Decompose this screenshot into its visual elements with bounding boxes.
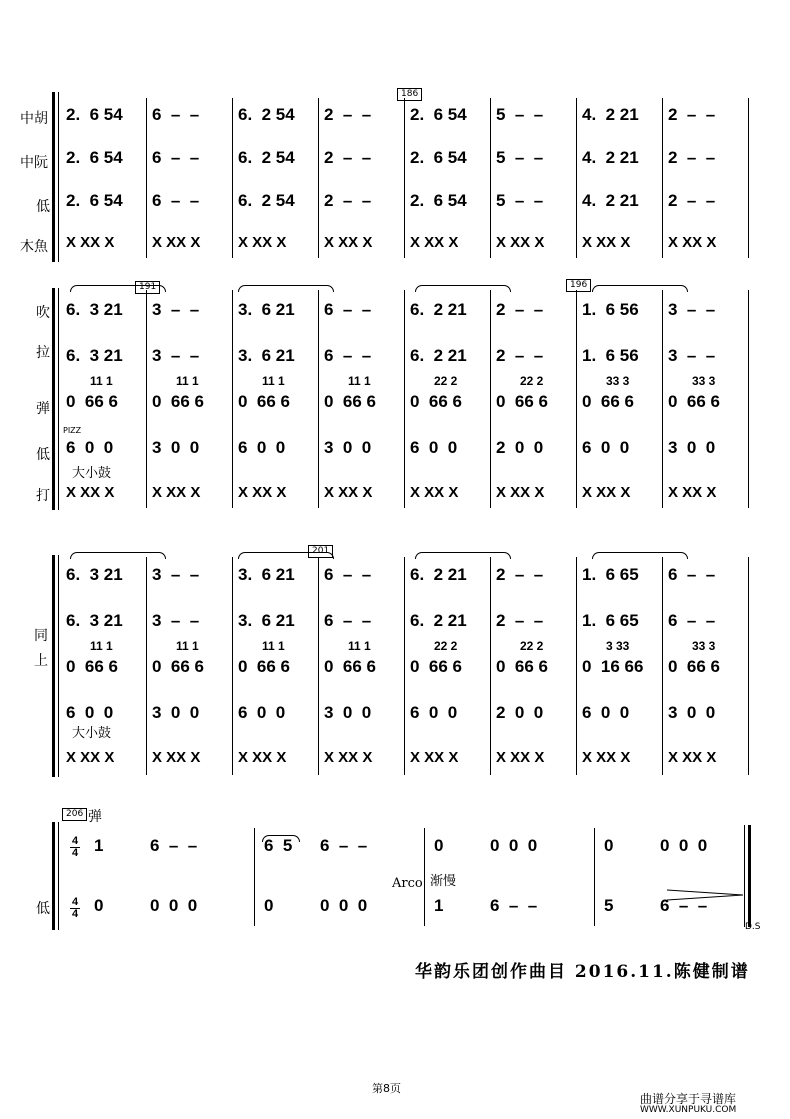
notation-cell: X XX X [152, 234, 201, 251]
barline [748, 290, 749, 508]
part-label-la: 拉 [36, 345, 50, 361]
notation-cell: 6 – – [324, 300, 372, 319]
barline [318, 98, 319, 258]
notation-cell: 3 – – [668, 346, 716, 365]
chord-upper-notes: 11 1 [348, 639, 371, 653]
notation-cell: 5 – – [496, 148, 544, 167]
barline [490, 98, 491, 258]
notation-cell: 6 – – [660, 896, 708, 915]
notation-cell: 6 0 0 [66, 438, 114, 457]
notation-cell: 0 0 0 [660, 836, 708, 855]
notation-cell: 2 – – [324, 105, 372, 124]
notation-cell: 3. 6 21 [238, 300, 295, 319]
watermark-cn: 曲谱分享于寻谱库 [640, 1092, 737, 1106]
notation-cell: X XX X [66, 234, 115, 251]
notation-cell: 0 [264, 896, 274, 915]
final-barline [748, 825, 751, 927]
part-label-shang: 上 [34, 653, 48, 669]
barline [146, 557, 147, 775]
system-bracket [52, 92, 55, 262]
part-label-tan: 弹 [36, 401, 50, 417]
notation-cell: X XX X [582, 234, 631, 251]
notation-cell: 3 – – [668, 300, 716, 319]
notation-cell: X XX X [410, 234, 459, 251]
notation-cell: X XX X [496, 749, 545, 766]
notation-cell: 2 – – [668, 105, 716, 124]
notation-cell: 1 [94, 836, 104, 855]
notation-cell: 0 [434, 836, 444, 855]
notation-cell: 5 – – [496, 105, 544, 124]
notation-cell: 4. 2 21 [582, 105, 639, 124]
barline [232, 98, 233, 258]
notation-cell: 0 66 6 [66, 392, 118, 411]
notation-cell: 6. 2 21 [410, 346, 467, 365]
ds-mark: D.S [745, 922, 761, 932]
notation-cell: 6 – – [152, 105, 200, 124]
chord-upper-notes: 11 1 [90, 374, 113, 388]
drum-label: 大小鼓 [72, 726, 112, 741]
notation-cell: 3 0 0 [152, 703, 200, 722]
notation-cell: 2. 6 54 [66, 148, 123, 167]
final-barline [744, 825, 745, 927]
notation-cell: 3 0 0 [152, 438, 200, 457]
barline [232, 557, 233, 775]
chord-upper-notes: 11 1 [176, 374, 199, 388]
notation-cell: 6 – – [324, 565, 372, 584]
system-line [58, 555, 59, 777]
notation-cell: 6 0 0 [238, 703, 286, 722]
notation-cell: X XX X [324, 749, 373, 766]
barline [232, 290, 233, 508]
chord-upper-notes: 22 2 [434, 374, 458, 388]
notation-cell: 3 0 0 [324, 703, 372, 722]
part-label-tan: 弹 [88, 809, 102, 825]
notation-cell: X XX X [324, 484, 373, 501]
drum-label: 大小鼓 [72, 466, 112, 481]
notation-cell: 4. 2 21 [582, 191, 639, 210]
barline [662, 557, 663, 775]
notation-cell: 3. 6 21 [238, 565, 295, 584]
phrase-slur [70, 285, 166, 292]
notation-cell: 6. 2 54 [238, 105, 295, 124]
notation-cell: 2 – – [324, 148, 372, 167]
notation-cell: 5 – – [496, 191, 544, 210]
phrase-slur [415, 285, 511, 292]
notation-cell: 1. 6 56 [582, 300, 639, 319]
notation-cell: X XX X [152, 484, 201, 501]
barline [576, 290, 577, 508]
notation-cell: 3 0 0 [668, 703, 716, 722]
phrase-slur [70, 552, 166, 559]
notation-cell: 6 0 0 [238, 438, 286, 457]
barline [404, 290, 405, 508]
notation-cell: X XX X [410, 484, 459, 501]
chord-upper-notes: 11 1 [262, 374, 285, 388]
chord-upper-notes: 11 1 [90, 639, 113, 653]
part-label-chui: 吹 [36, 305, 50, 321]
notation-cell: 0 66 6 [410, 392, 462, 411]
notation-cell: 0 0 0 [150, 896, 198, 915]
notation-cell: 2 – – [324, 191, 372, 210]
measure-number: 201 [308, 545, 333, 558]
notation-cell: 0 66 6 [152, 392, 204, 411]
notation-cell: 6. 2 54 [238, 148, 295, 167]
barline [490, 290, 491, 508]
phrase-slur [415, 552, 511, 559]
notation-cell: 0 66 6 [66, 657, 118, 676]
notation-cell: 2 0 0 [496, 703, 544, 722]
notation-cell: 0 66 6 [496, 657, 548, 676]
notation-cell: X XX X [668, 749, 717, 766]
notation-cell: 6. 2 21 [410, 611, 467, 630]
chord-upper-notes: 11 1 [348, 374, 371, 388]
notation-cell: 2 – – [496, 346, 544, 365]
phrase-slur [238, 552, 334, 559]
credit-line: 华韵乐团创作曲目 2016.11.陈健制谱 [415, 962, 750, 982]
notation-cell: 1. 6 56 [582, 346, 639, 365]
barline [662, 290, 663, 508]
notation-cell: 0 66 6 [496, 392, 548, 411]
notation-cell: X XX X [66, 749, 115, 766]
page-number: 第8页 [372, 1082, 401, 1095]
notation-cell: 6. 3 21 [66, 565, 123, 584]
notation-cell: 3 – – [152, 346, 200, 365]
notation-cell: 0 66 6 [410, 657, 462, 676]
time-signature [70, 836, 80, 859]
notation-cell: X XX X [66, 484, 115, 501]
barline [576, 98, 577, 258]
barline [254, 828, 255, 926]
notation-cell: 2. 6 54 [66, 105, 123, 124]
barline [576, 557, 577, 775]
barline [594, 828, 595, 926]
notation-cell: X XX X [582, 749, 631, 766]
notation-cell: 6 – – [152, 148, 200, 167]
system-bracket [52, 822, 55, 930]
notation-cell: 6 5 [264, 836, 293, 855]
part-label-muyu: 木魚 [20, 239, 48, 255]
notation-cell: X XX X [410, 749, 459, 766]
notation-cell: 2. 6 54 [410, 148, 467, 167]
notation-cell: 3 – – [152, 611, 200, 630]
part-label-tong: 同 [34, 628, 48, 644]
notation-cell: 3 – – [152, 565, 200, 584]
barline [490, 557, 491, 775]
notation-cell: 1 [434, 896, 444, 915]
barline [748, 557, 749, 775]
notation-cell: 6. 3 21 [66, 346, 123, 365]
notation-cell: 0 0 0 [490, 836, 538, 855]
notation-cell: 6 – – [324, 611, 372, 630]
part-label-da: 打 [36, 488, 50, 504]
watermark-url: WWW.XUNPUKU.COM [640, 1105, 737, 1115]
ts-top: 4 [71, 835, 79, 847]
part-label-di: 低 [36, 447, 50, 463]
system-line [58, 288, 59, 510]
notation-cell: 0 66 6 [582, 392, 634, 411]
notation-cell: X XX X [152, 749, 201, 766]
notation-cell: 6 – – [668, 565, 716, 584]
notation-cell: 6 0 0 [66, 703, 114, 722]
notation-cell: 6 0 0 [410, 438, 458, 457]
notation-cell: 6 – – [668, 611, 716, 630]
notation-cell: 0 66 6 [324, 392, 376, 411]
notation-cell: 2 – – [496, 611, 544, 630]
ts-bottom: 4 [71, 847, 79, 859]
notation-cell: 6. 2 21 [410, 565, 467, 584]
notation-cell: 0 66 6 [324, 657, 376, 676]
notation-cell: X XX X [668, 484, 717, 501]
system-bracket [52, 288, 55, 510]
notation-cell: 6 – – [320, 836, 368, 855]
barline [318, 290, 319, 508]
notation-cell: 3 0 0 [324, 438, 372, 457]
notation-cell: 3. 6 21 [238, 346, 295, 365]
notation-cell: 1. 6 65 [582, 611, 639, 630]
notation-cell: 0 0 0 [320, 896, 368, 915]
notation-cell: 6. 3 21 [66, 611, 123, 630]
notation-cell: 0 16 66 [582, 657, 644, 676]
notation-cell: 3. 6 21 [238, 611, 295, 630]
notation-cell: 2. 6 54 [410, 105, 467, 124]
notation-cell: 2. 6 54 [410, 191, 467, 210]
barline [318, 557, 319, 775]
system-line [58, 92, 59, 262]
phrase-slur [592, 285, 688, 292]
notation-cell: 6. 2 21 [410, 300, 467, 319]
measure-number: 186 [397, 88, 422, 101]
chord-upper-notes: 11 1 [176, 639, 199, 653]
system-bracket [52, 555, 55, 777]
notation-cell: 2 – – [668, 191, 716, 210]
notation-cell: X XX X [238, 749, 287, 766]
barline [146, 98, 147, 258]
chord-upper-notes: 33 3 [692, 374, 716, 388]
ts-top: 4 [71, 896, 79, 908]
notation-cell: 6 – – [490, 896, 538, 915]
notation-cell: X XX X [496, 484, 545, 501]
notation-cell: X XX X [582, 484, 631, 501]
pizz-mark: PIZZ [63, 426, 82, 435]
notation-cell: 0 [604, 836, 614, 855]
notation-cell: 2 – – [496, 565, 544, 584]
notation-cell: 0 [94, 896, 104, 915]
barline [662, 98, 663, 258]
notation-cell: 0 66 6 [238, 392, 290, 411]
phrase-slur [592, 552, 688, 559]
notation-cell: 0 66 6 [152, 657, 204, 676]
notation-cell: 6 0 0 [410, 703, 458, 722]
notation-cell: 6 – – [324, 346, 372, 365]
notation-cell: 2 – – [668, 148, 716, 167]
notation-cell: X XX X [324, 234, 373, 251]
measure-number: 206 [62, 808, 87, 821]
system-line [58, 822, 59, 930]
chord-upper-notes: 33 3 [606, 374, 630, 388]
part-label-di: 低 [36, 901, 50, 917]
chord-upper-notes: 3 33 [606, 639, 630, 653]
arco-mark: Arco [392, 876, 423, 891]
part-label-zhonghu: 中胡 [20, 111, 48, 127]
notation-cell: 6 0 0 [582, 703, 630, 722]
notation-cell: 2. 6 54 [66, 191, 123, 210]
barline [404, 557, 405, 775]
barline [424, 828, 425, 926]
notation-cell: 0 66 6 [238, 657, 290, 676]
notation-cell: 6 – – [152, 191, 200, 210]
notation-cell: 2 – – [496, 300, 544, 319]
measure-number: 191 [135, 281, 160, 294]
notation-cell: X XX X [238, 484, 287, 501]
chord-upper-notes: 11 1 [262, 639, 285, 653]
measure-number: 196 [566, 279, 591, 292]
notation-cell: 0 66 6 [668, 392, 720, 411]
notation-cell: 1. 6 65 [582, 565, 639, 584]
time-signature [70, 897, 80, 920]
chord-upper-notes: 33 3 [692, 639, 716, 653]
notation-cell: X XX X [668, 234, 717, 251]
ritardando-mark: 渐慢 [430, 874, 457, 889]
part-label-zhongruan: 中阮 [20, 155, 48, 171]
chord-upper-notes: 22 2 [434, 639, 458, 653]
notation-cell: 5 [604, 896, 614, 915]
notation-cell: 2 0 0 [496, 438, 544, 457]
notation-cell: X XX X [496, 234, 545, 251]
ts-bottom: 4 [71, 908, 79, 920]
barline [404, 98, 405, 258]
chord-upper-notes: 22 2 [520, 639, 544, 653]
part-label-low: 低 [36, 199, 50, 215]
notation-cell: X XX X [238, 234, 287, 251]
barline [146, 290, 147, 508]
phrase-slur [238, 285, 334, 292]
notation-cell: 6 – – [150, 836, 198, 855]
notation-cell: 6. 3 21 [66, 300, 123, 319]
notation-cell: 3 0 0 [668, 438, 716, 457]
notation-cell: 6 0 0 [582, 438, 630, 457]
notation-cell: 4. 2 21 [582, 148, 639, 167]
notation-cell: 0 66 6 [668, 657, 720, 676]
chord-upper-notes: 22 2 [520, 374, 544, 388]
barline [748, 98, 749, 258]
notation-cell: 6. 2 54 [238, 191, 295, 210]
notation-cell: 3 – – [152, 300, 200, 319]
